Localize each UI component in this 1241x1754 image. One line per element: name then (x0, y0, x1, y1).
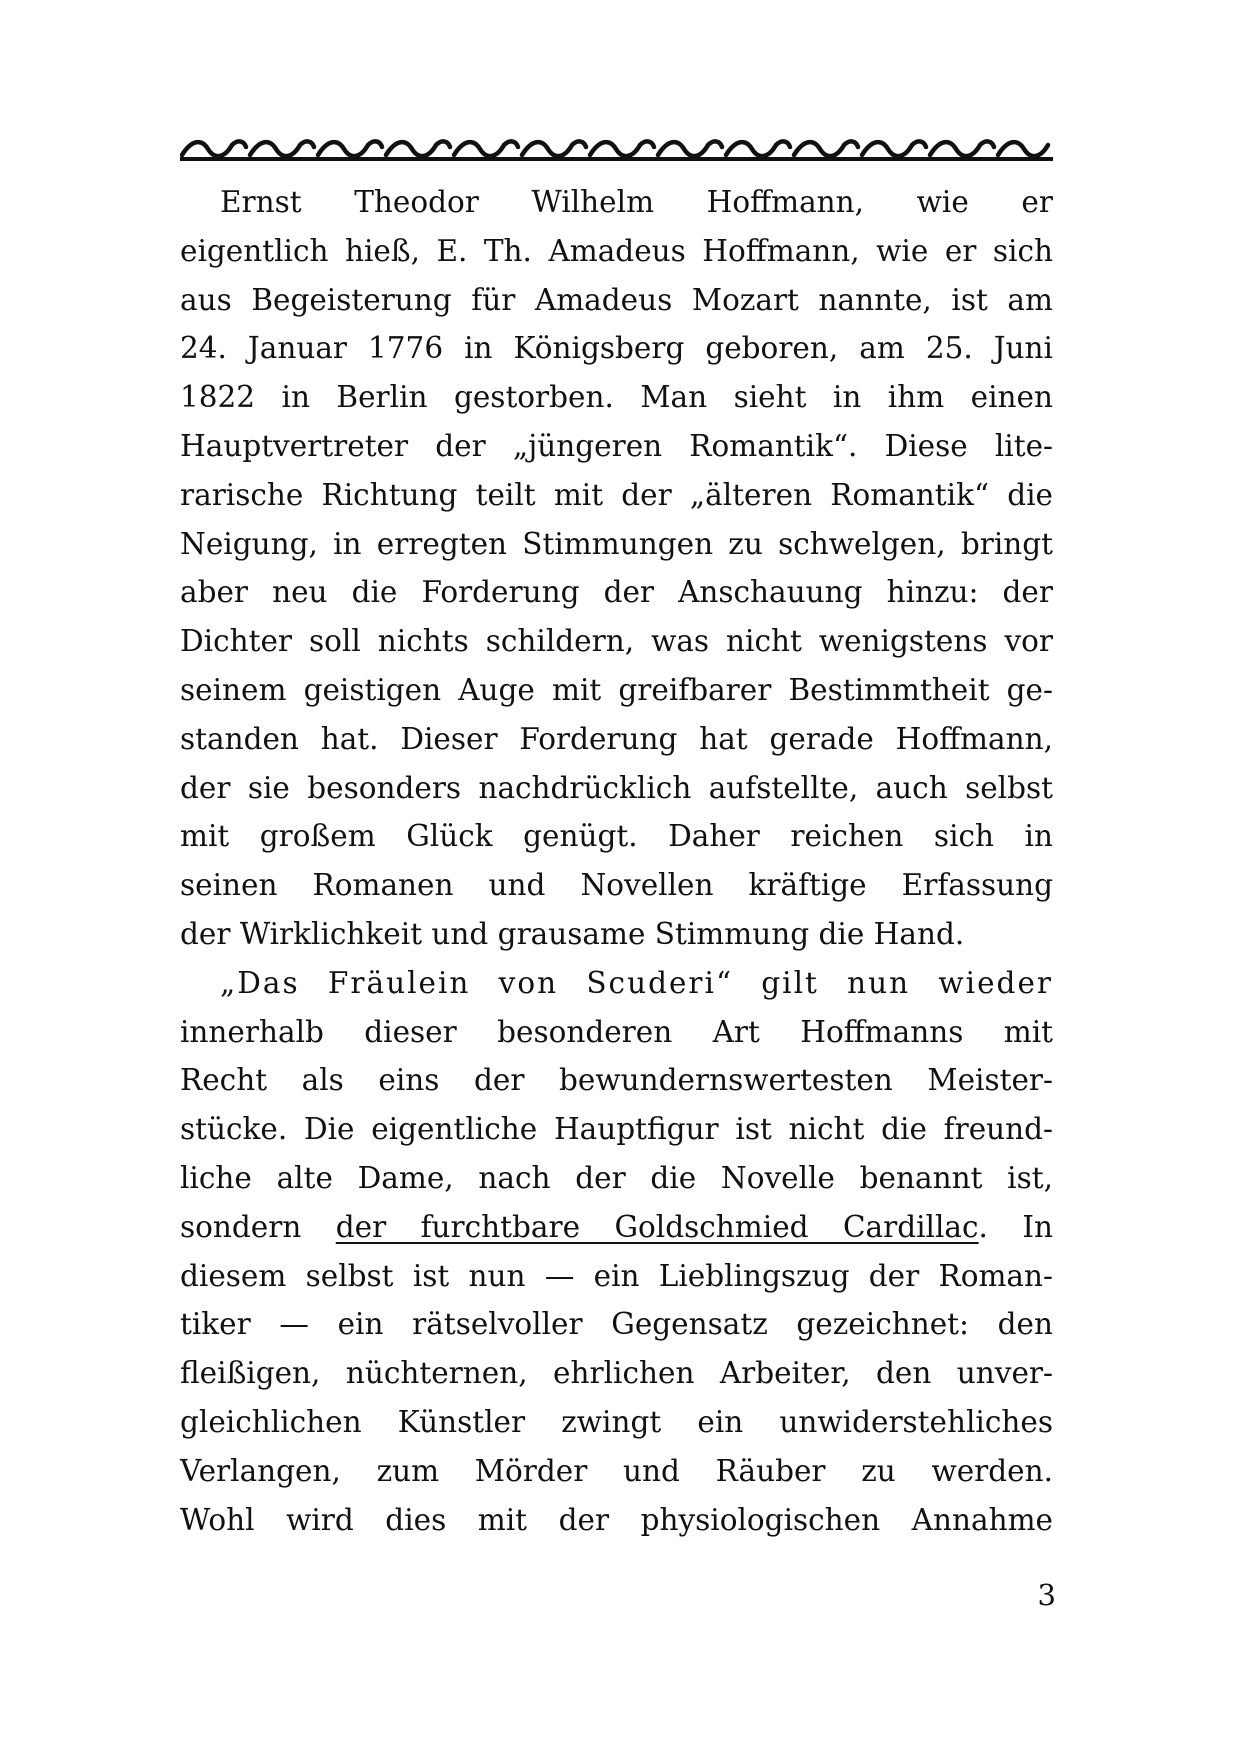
text-line: tiker — ein rätselvoller Gegensatz gezeichnet: den (180, 1307, 1053, 1342)
text-line: Neigung, in erregten Stimmungen zu schwelgen, bringt (180, 526, 1053, 561)
wave-ornament-border (182, 141, 1048, 156)
text-line: aus Begeisterung für Amadeus Mozart nannte, ist am (180, 282, 1053, 317)
text-line: Dichter soll nichts schildern, was nicht wenigstens vor (180, 624, 1053, 659)
text-line: mit großem Glück genügt. Daher reichen sich in (180, 819, 1053, 854)
text-line: Recht als eins der bewundernswertesten Meister- (180, 1063, 1053, 1098)
text-line: Verlangen, zum Mörder und Räuber zu werden. (180, 1453, 1053, 1488)
text-line: gleichlichen Künstler zwingt ein unwiderstehliches (180, 1404, 1053, 1439)
text-line: aber neu die Forderung der Anschauung hinzu: der (180, 575, 1053, 610)
text-line: diesem selbst ist nun — ein Lieblingszug der Roman- (180, 1258, 1053, 1293)
text-line: 1822 in Berlin gestorben. Man sieht in ihm einen (180, 380, 1053, 415)
body-text (180, 178, 1053, 1544)
page-number: 3 (1037, 1578, 1056, 1612)
text-line: seinem geistigen Auge mit greifbarer Bestimmtheit ge- (180, 672, 1053, 707)
text-line: rarische Richtung teilt mit der „älteren Romantik“ die (180, 477, 1053, 512)
text-line: liche alte Dame, nach der die Novelle benannt ist, (180, 1160, 1053, 1195)
text-line: Ernst Theodor Wilhelm Hoffmann, wie er (220, 185, 1053, 219)
text-line (180, 1203, 1053, 1252)
text-line: Hauptvertreter der „jüngeren Romantik“. Diese lite- (180, 428, 1053, 463)
text-fragment: sondern (180, 1209, 336, 1244)
text-line: eigentlich hieß, E. Th. Amadeus Hoffmann, wie er sich (180, 233, 1053, 268)
text-fragment: . In (978, 1209, 1053, 1244)
text-line: innerhalb dieser besonderen Art Hoffmanns mit (180, 1014, 1053, 1049)
text-line: der sie besonders nachdrücklich aufstellte, auch selbst (180, 770, 1053, 805)
text-line: standen hat. Dieser Forderung hat gerade Hoffmann, (180, 721, 1053, 756)
text-line: „Das Fräulein von Scuderi“ gilt nun wieder (220, 965, 1053, 1000)
text-line: seinen Romanen und Novellen kräftige Erfassung (180, 868, 1053, 903)
text-line: der Wirklichkeit und grausame Stimmung die Hand. (180, 916, 965, 951)
text-line: Wohl wird dies mit der physiologischen Annahme (180, 1502, 1053, 1537)
text-line: stücke. Die eigentliche Hauptfigur ist nicht die freund- (180, 1112, 1053, 1147)
text-line: fleißigen, nüchternen, ehrlichen Arbeiter, den unver- (180, 1356, 1053, 1391)
text-line: 24. Januar 1776 in Königsberg geboren, am 25. Juni (180, 331, 1053, 366)
ornament-border (180, 135, 1053, 163)
underlined-phrase: der furchtbare Goldschmied Cardillac (335, 1209, 979, 1244)
